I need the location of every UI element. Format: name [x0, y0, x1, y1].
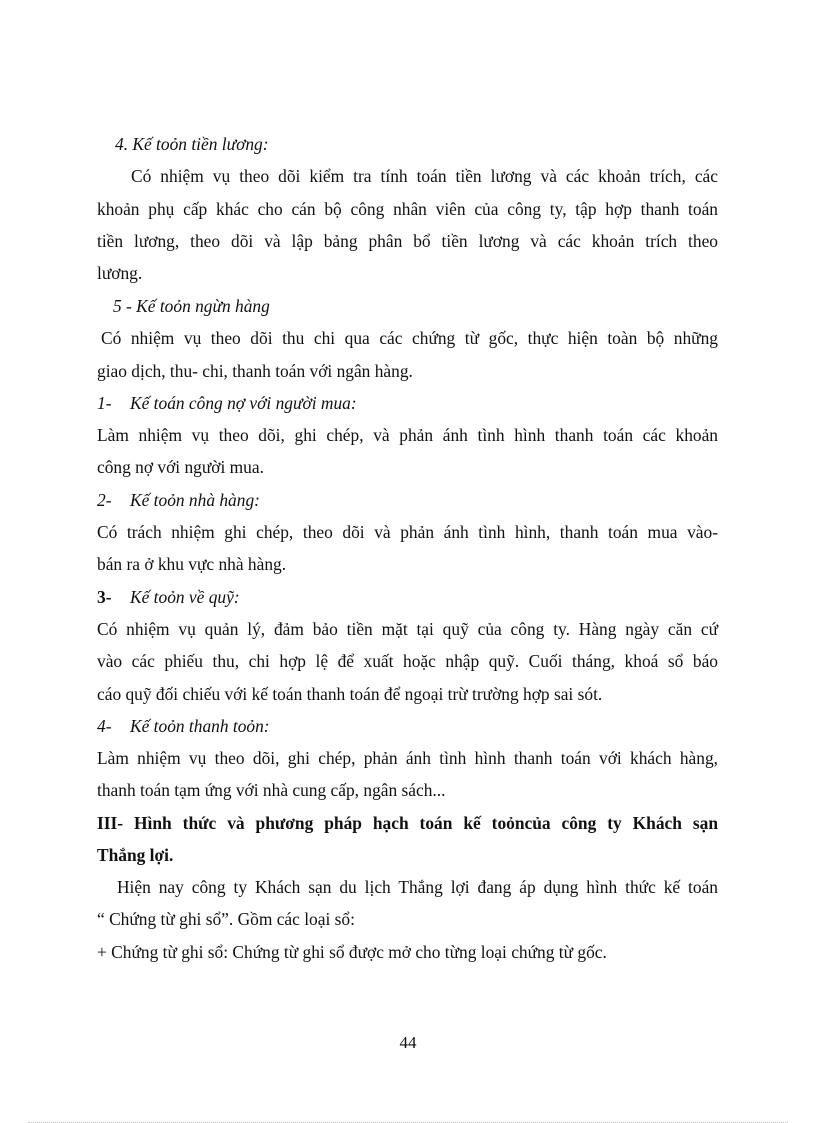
section-heading-iii: III- Hình thức và phương pháp hạch toán kế toỏncủa công ty Khách sạn: [97, 813, 718, 833]
paragraph-line: cáo quỹ đối chiếu với kế toán thanh toán để ngoại trừ trường hợp sai sót.: [97, 684, 603, 704]
paragraph-line: Có nhiệm vụ quản lý, đảm bảo tiền mặt tại quỹ của công ty. Hàng ngày căn cứ: [97, 619, 718, 639]
paragraph-line: công nợ với người mua.: [97, 457, 264, 477]
paragraph-line: “ Chứng từ ghi sổ”. Gồm các loại sổ:: [97, 909, 355, 929]
paragraph-line: Làm nhiệm vụ theo dõi, ghi chép, và phản ánh tình hình thanh toán các khoản: [97, 425, 718, 445]
heading-text: Kế toỏn thanh toỏn:: [130, 716, 270, 736]
paragraph-line: Có nhiệm vụ theo dõi thu chi qua các chứng từ gốc, thực hiện toàn bộ những: [101, 328, 718, 348]
paragraph-line: thanh toán tạm ứng với nhà cung cấp, ngân sách...: [97, 780, 446, 800]
paragraph-line: khoản phụ cấp khác cho cán bộ công nhân viên của công ty, tập hợp thanh toán: [97, 199, 718, 219]
heading-ke-toan-thanh-toan: [97, 716, 718, 736]
heading-ke-toan-tien-luong: 4. Kế toỏn tiền lương:: [115, 134, 269, 154]
paragraph-line: bán ra ở khu vực nhà hàng.: [97, 554, 287, 574]
heading-text: Kế toỏn nhà hàng:: [130, 490, 260, 510]
paragraph-line: giao dịch, thu- chi, thanh toán với ngân hàng.: [97, 361, 413, 381]
heading-ke-toan-nha-hang: [97, 490, 718, 510]
heading-ke-toan-ve-quy: [97, 587, 718, 607]
heading-text: Kế toỏn về quỹ:: [130, 587, 240, 607]
heading-ke-toan-cong-no: [97, 393, 718, 413]
paragraph-line: Có trách nhiệm ghi chép, theo dõi và phản ánh tình hình, thanh toán mua vào-: [97, 522, 718, 542]
page-number: 44: [399, 1033, 417, 1052]
heading-number: 2-: [97, 490, 112, 510]
paragraph-line: lương.: [97, 263, 143, 283]
heading-number: 1-: [97, 393, 112, 413]
section-heading-iii-cont: Thắng lợi.: [97, 845, 174, 865]
paragraph-line: Có nhiệm vụ theo dõi kiểm tra tính toán tiền lương và các khoản trích, các: [131, 166, 718, 186]
heading-text: Kế toán công nợ với người mua:: [130, 393, 357, 413]
heading-ke-toan-ngan-hang: 5 - Kế toỏn ngừn hàng: [113, 296, 270, 316]
paragraph-line: tiền lương, theo dõi và lập bảng phân bổ tiền lương và các khoản trích theo: [97, 231, 718, 251]
paragraph-line: Làm nhiệm vụ theo dõi, ghi chép, phản ánh tình hình thanh toán với khách hàng,: [97, 748, 718, 768]
paragraph-line: vào các phiếu thu, chi hợp lệ để xuất hoặc nhập quỹ. Cuối tháng, khoá sổ báo: [97, 651, 718, 671]
heading-number: 3-: [97, 587, 112, 607]
heading-number: 4-: [97, 716, 112, 736]
paragraph-line: Hiện nay công ty Khách sạn du lịch Thắng lợi đang áp dụng hình thức kế toán: [117, 877, 718, 897]
paragraph-line: + Chứng từ ghi sổ: Chứng từ ghi sổ được mở cho từng loại chứng từ gốc.: [97, 942, 607, 962]
